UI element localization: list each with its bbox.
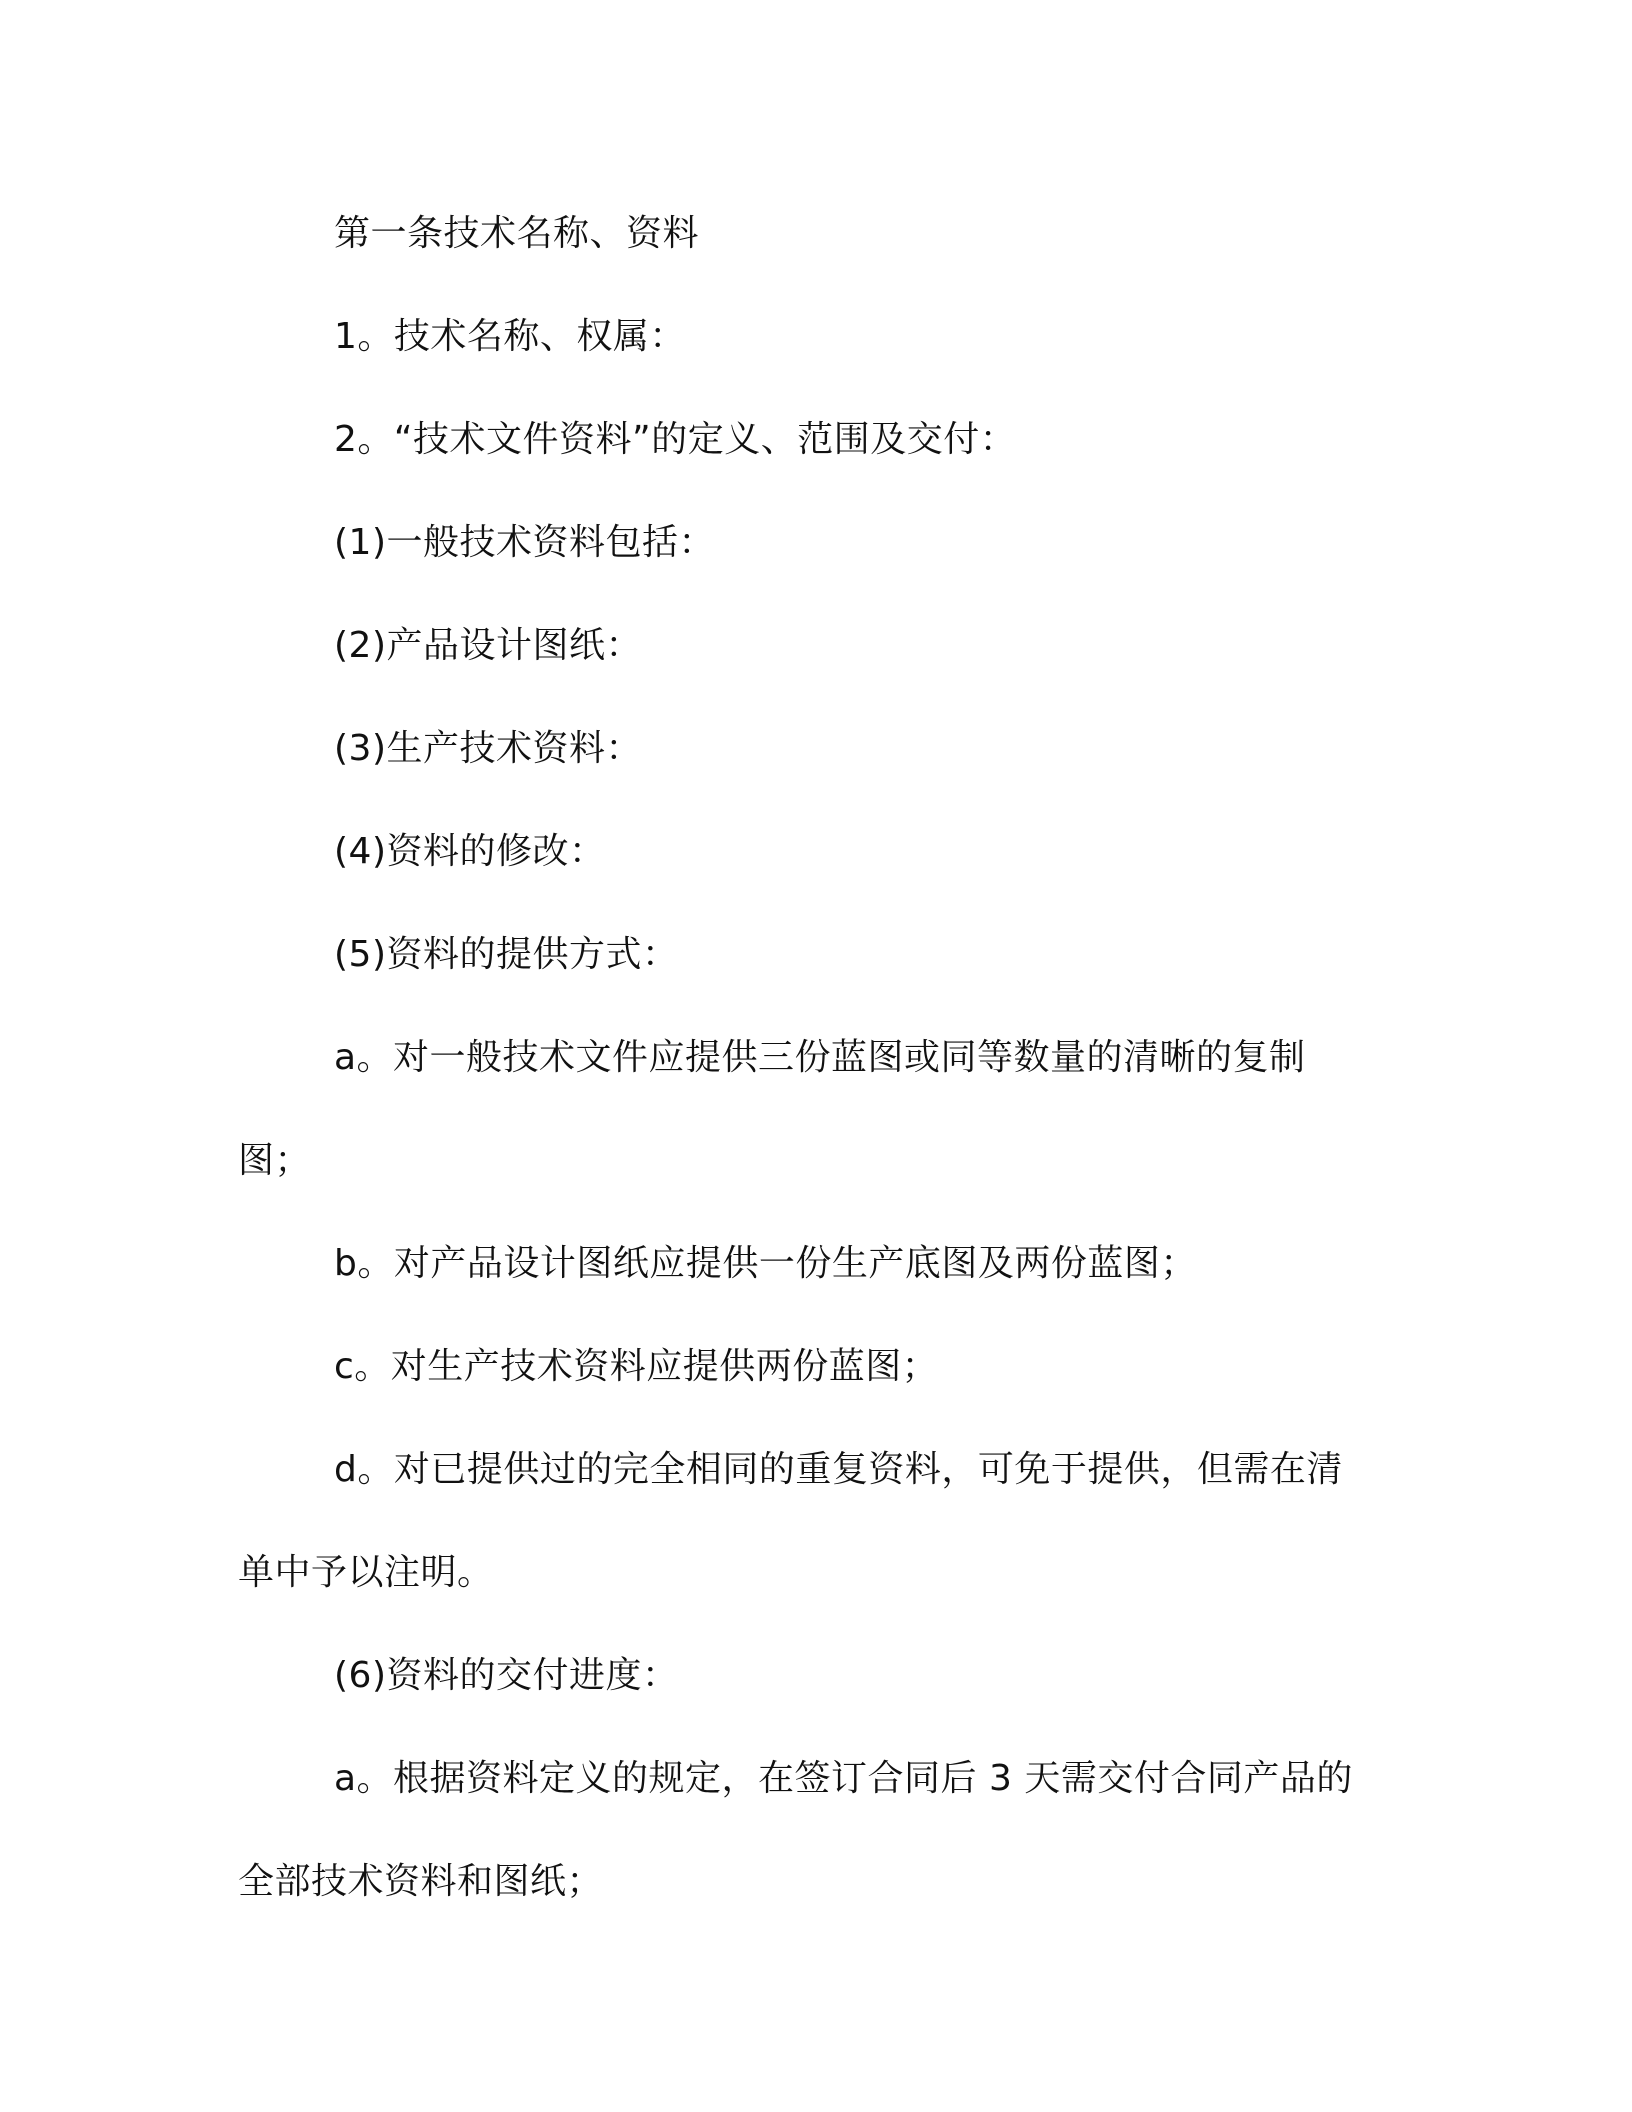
document-body <box>238 182 1360 1933</box>
paragraph: (1)一般技术资料包括： <box>334 522 715 563</box>
paragraph: (5)资料的提供方式： <box>334 934 679 975</box>
paragraph: 2。“技术文件资料”的定义、范围及交付： <box>334 419 1017 460</box>
paragraph: c。对生产技术资料应提供两份蓝图； <box>334 1346 939 1387</box>
paragraph: (3)生产技术资料： <box>334 728 642 769</box>
paragraph: (4)资料的修改： <box>334 831 606 872</box>
paragraph: a。对一般技术文件应提供三份蓝图或同等数量的清晰的复制图； <box>238 1037 1306 1181</box>
paragraph: (6)资料的交付进度： <box>334 1655 679 1696</box>
paragraph: (2)产品设计图纸： <box>334 625 642 666</box>
paragraph: d。对已提供过的完全相同的重复资料，可免于提供，但需在清单中予以注明。 <box>238 1449 1343 1593</box>
paragraph: a。根据资料定义的规定，在签订合同后 3 天需交付合同产品的全部技术资料和图纸； <box>238 1758 1353 1902</box>
article-heading: 第一条技术名称、资料 <box>334 213 700 254</box>
paragraph: 1。技术名称、权属： <box>334 316 686 357</box>
paragraph: b。对产品设计图纸应提供一份生产底图及两份蓝图； <box>334 1243 1197 1284</box>
